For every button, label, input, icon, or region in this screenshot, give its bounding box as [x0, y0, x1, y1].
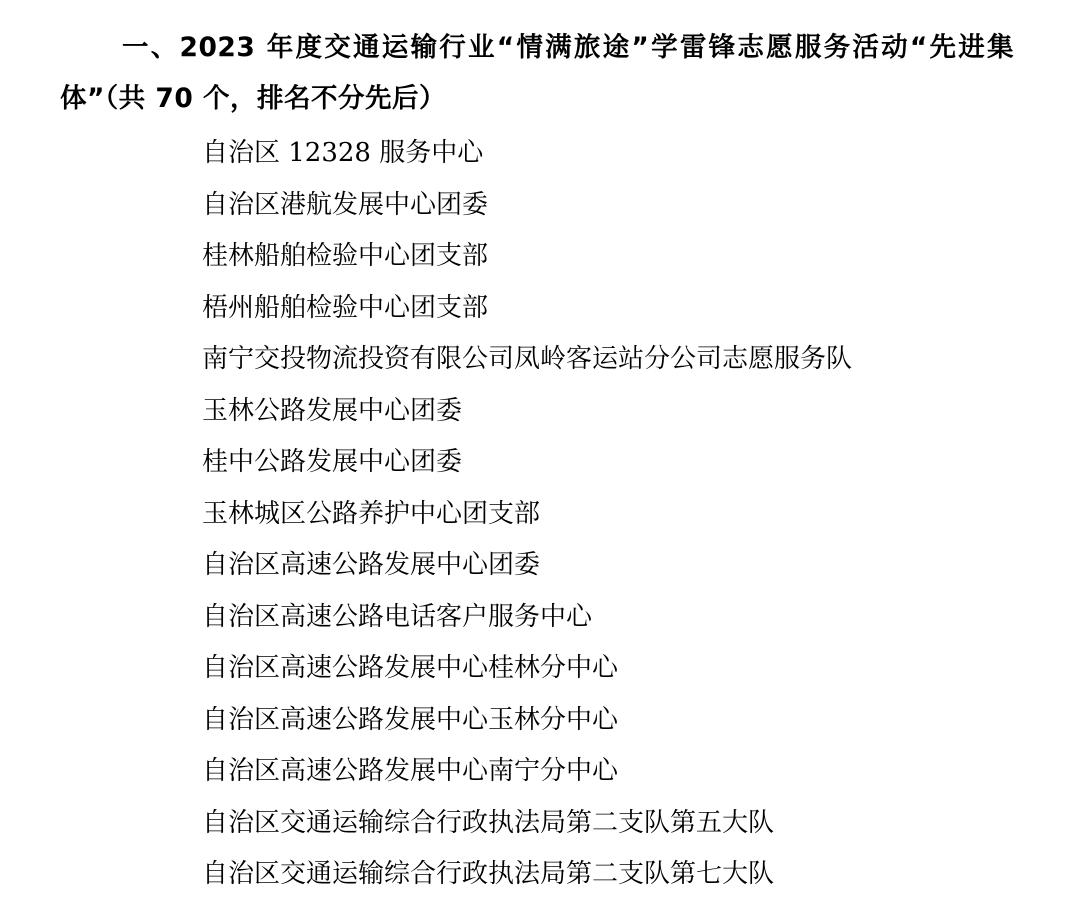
list-item: 桂中公路发展中心团委 [202, 447, 463, 477]
list-item: 自治区交通运输综合行政执法局第二支队第七大队 [202, 859, 775, 889]
list-item: 自治区交通运输综合行政执法局第二支队第五大队 [202, 807, 775, 838]
list-item: 自治区 12328 服务中心 [202, 138, 484, 168]
list-item: 南宁交投物流投资有限公司凤岭客运站分公司志愿服务队 [202, 344, 853, 374]
list-item: 梧州船舶检验中心团支部 [202, 292, 489, 323]
collective-list [60, 128, 1020, 901]
list-item: 自治区高速公路发展中心南宁分中心 [202, 756, 619, 786]
list-item: 桂林船舶检验中心团支部 [202, 241, 489, 271]
section-heading: 一、2023 年度交通运输行业“情满旅途”学雷锋志愿服务活动“先进集体”（共 70 个，排名不分先后） [60, 32, 1014, 114]
list-item: 自治区高速公路发展中心团委 [202, 550, 541, 580]
list-item: 玉林公路发展中心团委 [202, 395, 463, 426]
list-item: 自治区高速公路发展中心桂林分中心 [202, 653, 619, 683]
list-item: 自治区高速公路电话客户服务中心 [202, 601, 593, 632]
list-item: 玉林城区公路养护中心团支部 [202, 498, 541, 529]
list-item: 自治区高速公路发展中心玉林分中心 [202, 704, 619, 735]
list-item: 自治区港航发展中心团委 [202, 189, 489, 220]
